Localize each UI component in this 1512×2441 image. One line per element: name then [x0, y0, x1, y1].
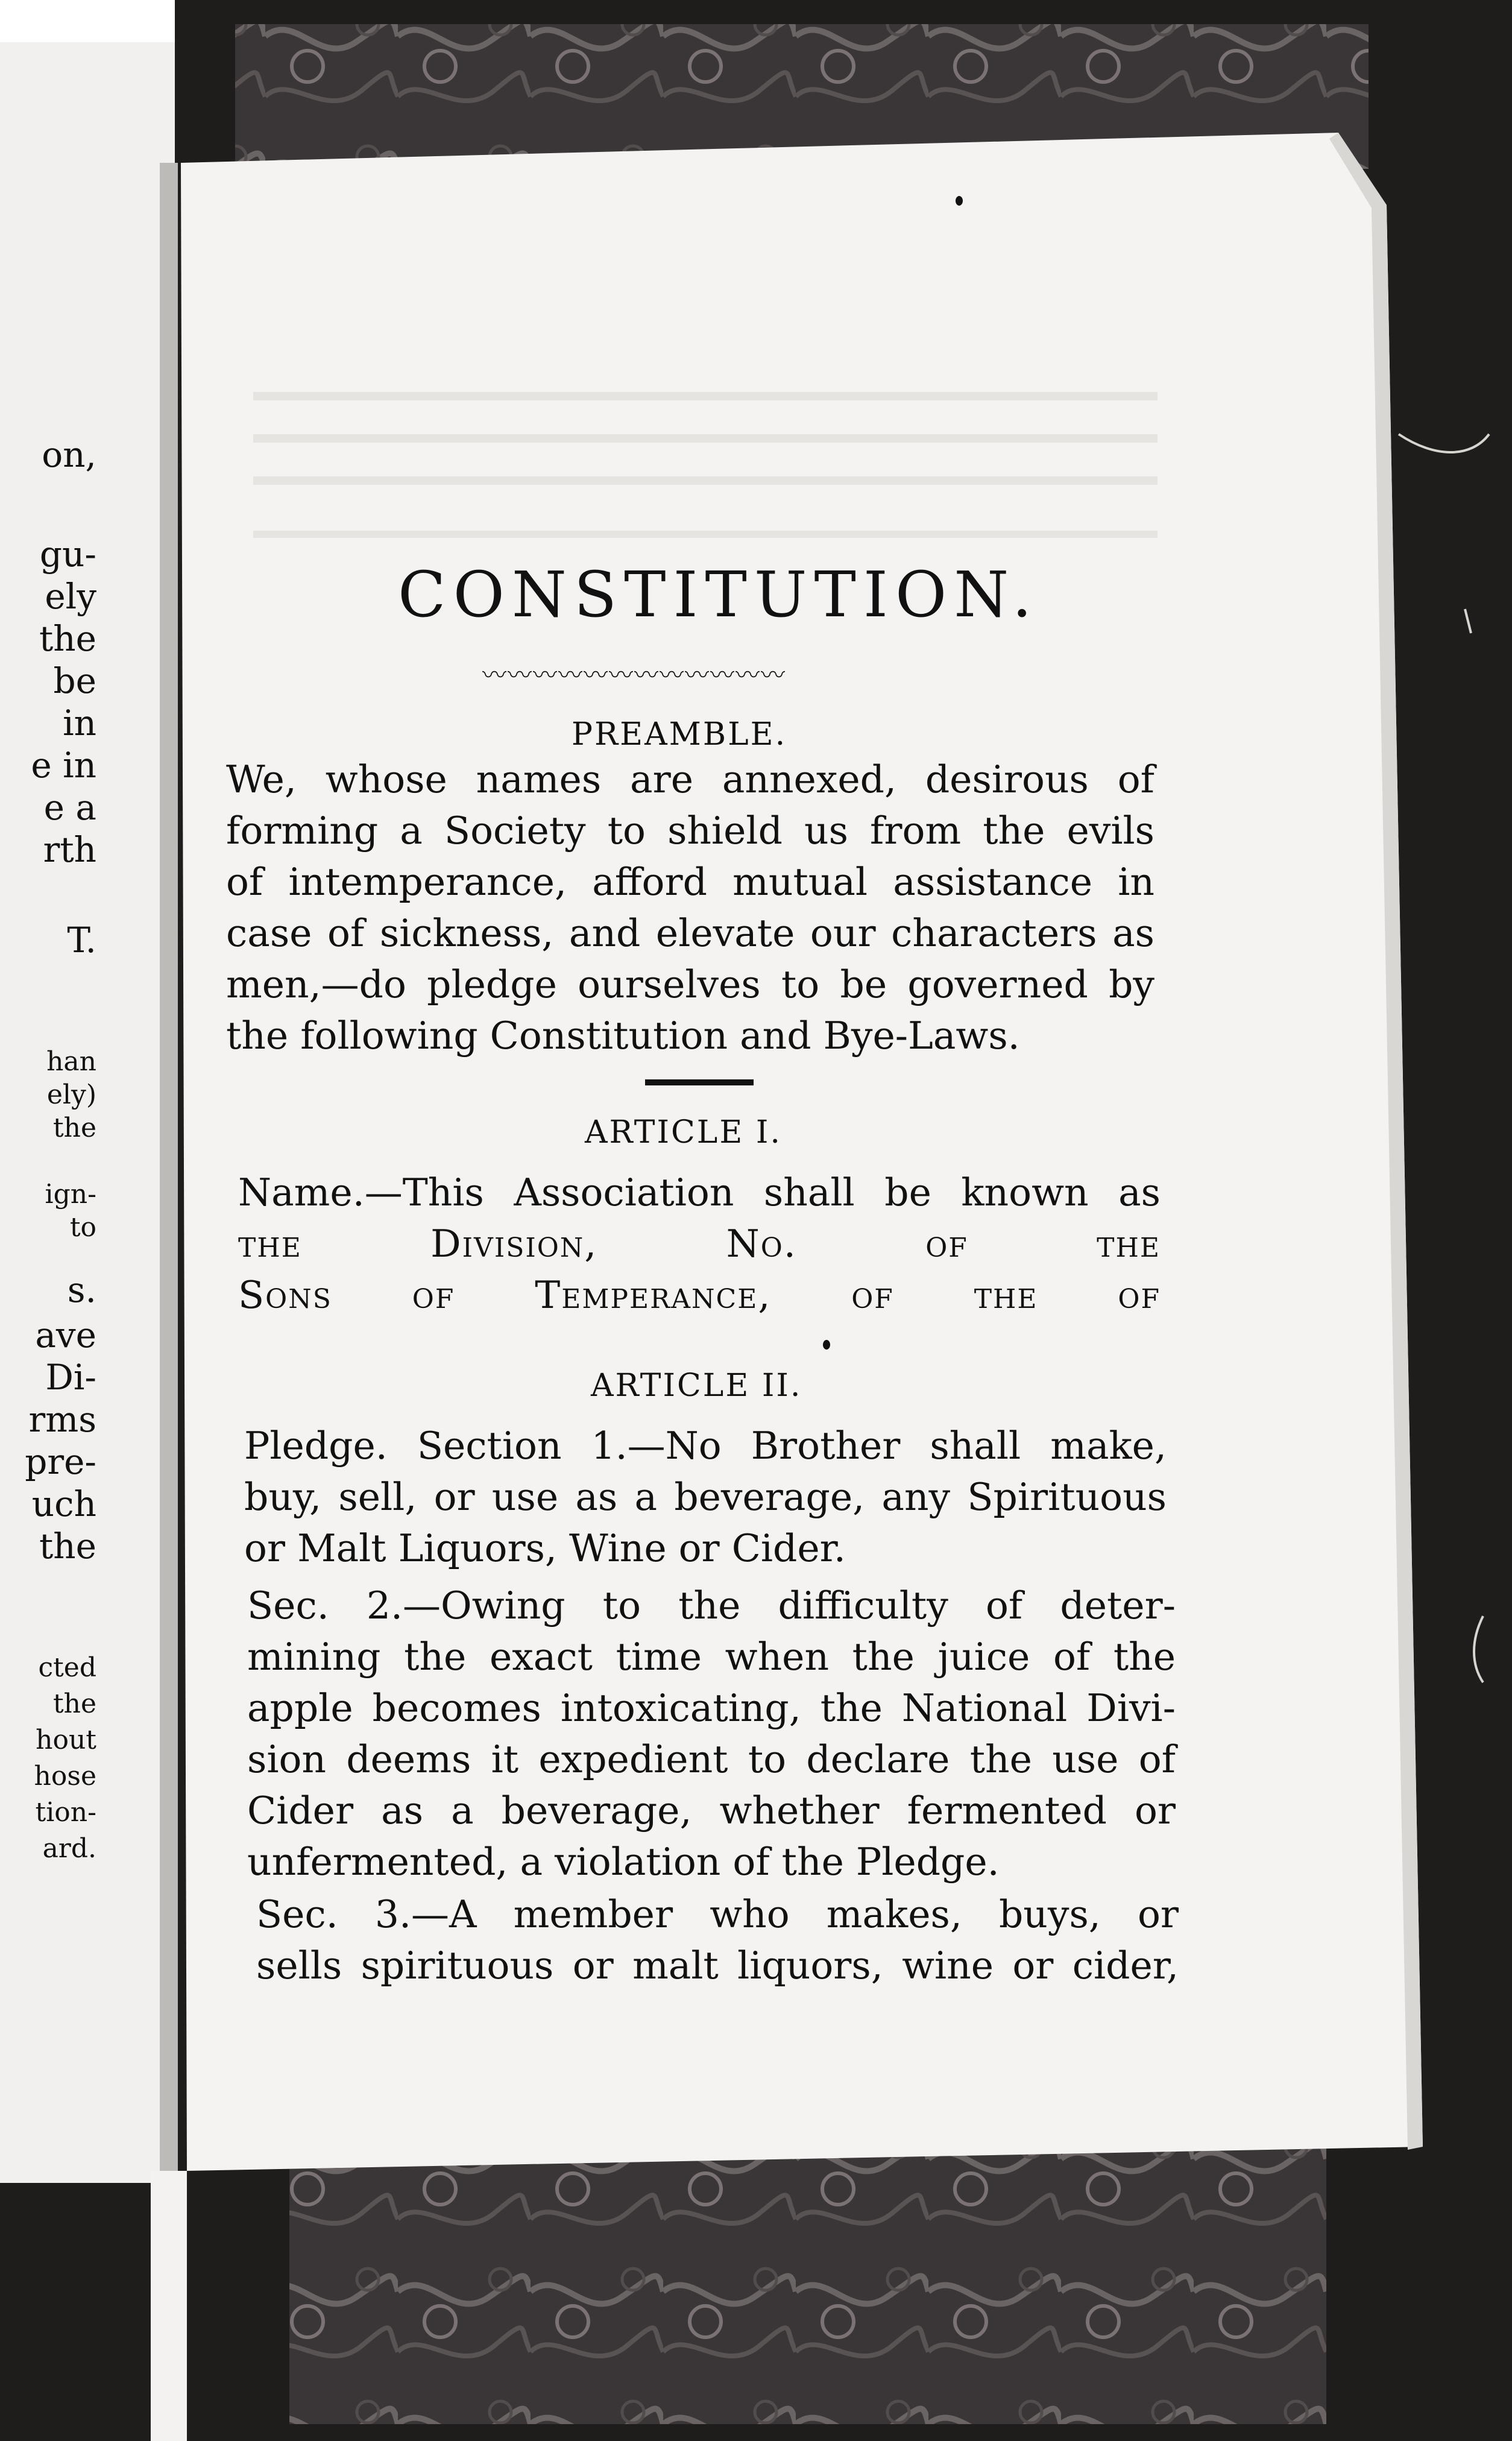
text-line: men,—do pledge ourselves to be governed by: [226, 962, 1154, 1006]
page-title: CONSTITUTION.: [398, 558, 1039, 631]
fragment-text: in: [63, 703, 96, 744]
fragment-text: pre-: [25, 1441, 96, 1482]
text-line: Sons of Temperance, of the of: [238, 1273, 1161, 1317]
fragment-text: han: [46, 1046, 96, 1077]
text-line: sion deems it expedient to declare the use of: [247, 1737, 1176, 1781]
text-line: case of sickness, and elevate our characters as: [226, 911, 1154, 955]
fragment-text: ely: [45, 576, 96, 617]
fragment-text: ave: [35, 1315, 96, 1356]
fragment-text: the: [39, 1526, 96, 1567]
preamble-heading: PREAMBLE.: [572, 716, 787, 753]
fragment-text: rms: [28, 1399, 96, 1440]
fragment-text: rth: [43, 829, 96, 870]
ink-speck: [956, 196, 963, 206]
text-line: forming a Society to shield us from the evils: [226, 809, 1154, 853]
text-line: of intemperance, afford mutual assistance in: [226, 860, 1154, 904]
fragment-text: on,: [42, 434, 96, 475]
text-line: buy, sell, or use as a beverage, any Spirituous: [244, 1475, 1167, 1519]
fragment-text: to: [69, 1212, 96, 1243]
fragment-text: hout: [36, 1725, 96, 1755]
text-line: sells spirituous or malt liquors, wine or cider,: [256, 1944, 1179, 1988]
fragment-text: uch: [31, 1483, 96, 1524]
fragment-text: hose: [34, 1761, 96, 1792]
fragment-text: gu-: [39, 534, 96, 575]
article-1-text: [238, 1167, 1161, 1321]
title-ornament: 〰〰〰〰〰〰〰〰〰〰〰〰: [482, 662, 786, 689]
fragment-text: e a: [43, 787, 96, 828]
fragment-text: Di-: [45, 1357, 96, 1398]
fragment-text: s.: [67, 1269, 96, 1310]
text-line: Pledge. Section 1.—No Brother shall make,: [244, 1424, 1167, 1468]
section-rule: [645, 1079, 754, 1085]
article-2-pledge: [244, 1420, 1167, 1574]
fragment-text: the: [39, 618, 96, 659]
text-line: or Malt Liquors, Wine or Cider.: [244, 1526, 846, 1570]
text-line: Sec. 2.—Owing to the difficulty of deter-: [247, 1584, 1176, 1628]
text-line: Name.—This Association shall be known as: [238, 1170, 1161, 1214]
fragment-text: the: [52, 1688, 96, 1719]
ink-speck: [823, 1340, 830, 1350]
fragment-text: ign-: [45, 1179, 96, 1210]
article-2-section-3: [256, 1889, 1179, 1991]
fragment-text: ely): [46, 1079, 96, 1110]
preamble-text: [226, 754, 1154, 1061]
article-1-heading: ARTICLE I.: [585, 1114, 782, 1151]
fragment-text: T.: [67, 920, 96, 961]
fragment-text: tion-: [35, 1797, 96, 1828]
text-line: apple becomes intoxicating, the National Divi-: [247, 1686, 1176, 1730]
article-2-section-2: [247, 1580, 1176, 1887]
fragment-text: ard.: [42, 1833, 96, 1864]
fragment-text: cted: [38, 1652, 96, 1683]
text-line: the following Constitution and Bye-Laws.: [226, 1014, 1020, 1058]
article-2-heading: ARTICLE II.: [591, 1368, 802, 1404]
fragment-text: the: [52, 1113, 96, 1143]
text-line: mining the exact time when the juice of the: [247, 1635, 1176, 1679]
text-line: the Division, No. of the: [238, 1222, 1161, 1266]
text-line: Cider as a beverage, whether fermented or: [247, 1789, 1176, 1833]
fragment-text: e in: [31, 745, 96, 786]
text-line: unfermented, a violation of the Pledge.: [247, 1840, 1000, 1884]
fragment-text: be: [53, 660, 96, 701]
text-line: We, whose names are annexed, desirous of: [226, 757, 1154, 801]
text-line: Sec. 3.—A member who makes, buys, or: [256, 1892, 1179, 1936]
